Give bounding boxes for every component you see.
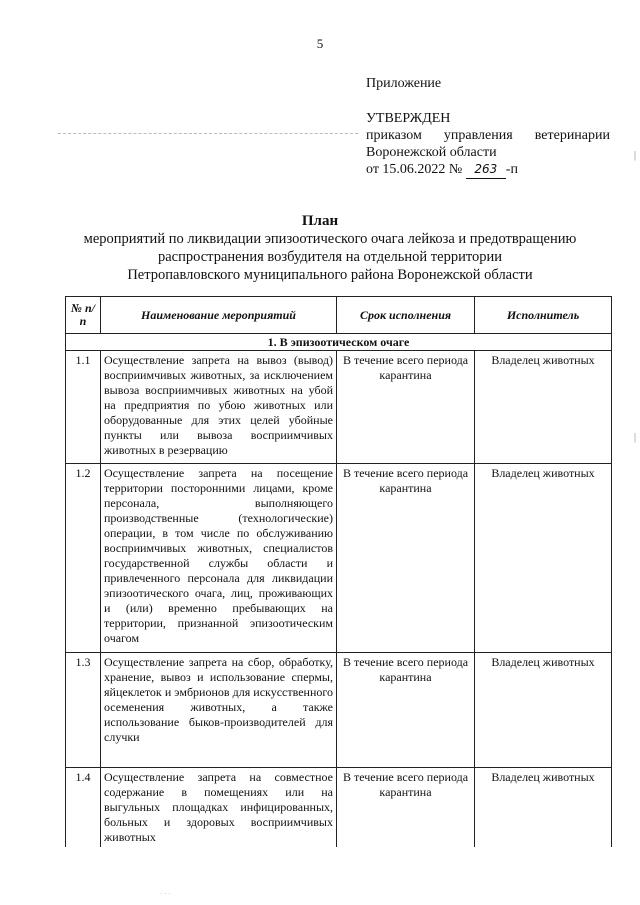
- row-term: В течение всего периода карантина: [337, 464, 475, 653]
- header-name: Наименование мероприятий: [101, 297, 337, 334]
- subtitle-line: мероприятий по ликвидации эпизоотического очага лейкоза и предотвращению: [83, 231, 577, 247]
- header-executor: Исполнитель: [475, 297, 612, 334]
- subtitle-line: распространения возбудителя на отдельной территории: [158, 249, 502, 265]
- section-row: [66, 334, 612, 351]
- table-row: [66, 464, 612, 653]
- approved-label: УТВЕРЖДЕН: [366, 111, 451, 126]
- plan-title: План: [301, 213, 339, 229]
- row-measure: Осуществление запрета на посещение территории посторонними лицами, кроме персонала, выполняющего производственные (технологические) операции, в том числе по обслуживанию восприимчивых животных, специалистов государственной службы области и привлеченного персонала для ликвидации эпизоотического очага, лиц, проживающих и (или) временно пребывающих на территории, признанной эпизоотическим очагом: [101, 464, 337, 653]
- subtitle-line: Петропавловского муниципального района Воронежской области: [127, 267, 533, 283]
- row-num: 1.4: [66, 768, 101, 848]
- header-term: Срок исполнения: [337, 297, 475, 334]
- row-term: В течение всего периода карантина: [337, 768, 475, 848]
- scan-mark: |: [634, 432, 637, 443]
- row-num: 1.3: [66, 653, 101, 768]
- scan-mark: |: [634, 150, 637, 161]
- row-executor: Владелец животных: [475, 464, 612, 653]
- row-measure: Осуществление запрета на совместное содержание в помещениях или на выгульных площадках инфицированных, больных и здоровых восприимчивых животных: [101, 768, 337, 848]
- row-num: 1.1: [66, 351, 101, 464]
- measures-table: [65, 296, 612, 847]
- row-measure: Осуществление запрета на вывоз (вывод) восприимчивых животных, за исключением вывоза восприимчивых животных на убой на предприятия по убою животных или оборудованные для этих целей убойные пункты или вывоза восприимчивых животных в резервацию: [101, 351, 337, 464]
- row-term: В течение всего периода карантина: [337, 351, 475, 464]
- table-row: [66, 653, 612, 768]
- scan-artifact: · · ·: [160, 890, 171, 898]
- order-suffix: -п: [505, 162, 518, 177]
- order-date: от 15.06.2022 №: [366, 162, 463, 177]
- row-num: 1.2: [66, 464, 101, 653]
- table-header-row: [66, 297, 612, 334]
- table-row: [66, 351, 612, 464]
- order-line-2: Воронежской области: [366, 145, 497, 160]
- row-executor: Владелец животных: [475, 351, 612, 464]
- header-num: № п/п: [66, 297, 101, 334]
- order-number: 263: [466, 161, 506, 179]
- scan-artifact-line: [58, 133, 358, 134]
- row-executor: Владелец животных: [475, 768, 612, 848]
- table-row: [66, 768, 612, 848]
- page-number: 5: [316, 36, 324, 51]
- order-reference: [366, 127, 610, 179]
- appendix-label: Приложение: [366, 76, 442, 91]
- plan-subtitle: [60, 230, 600, 284]
- order-line-3: [366, 161, 610, 179]
- row-measure: Осуществление запрета на сбор, обработку, хранение, вывоз и использование спермы, яйцеклеток и эмбрионов для искусственного осеменения животных, а также использование быков-производителей для случки: [101, 653, 337, 768]
- section-title: 1. В эпизоотическом очаге: [66, 334, 612, 351]
- order-line-1: приказом управления ветеринарии: [366, 128, 610, 143]
- row-executor: Владелец животных: [475, 653, 612, 768]
- row-term: В течение всего периода карантина: [337, 653, 475, 768]
